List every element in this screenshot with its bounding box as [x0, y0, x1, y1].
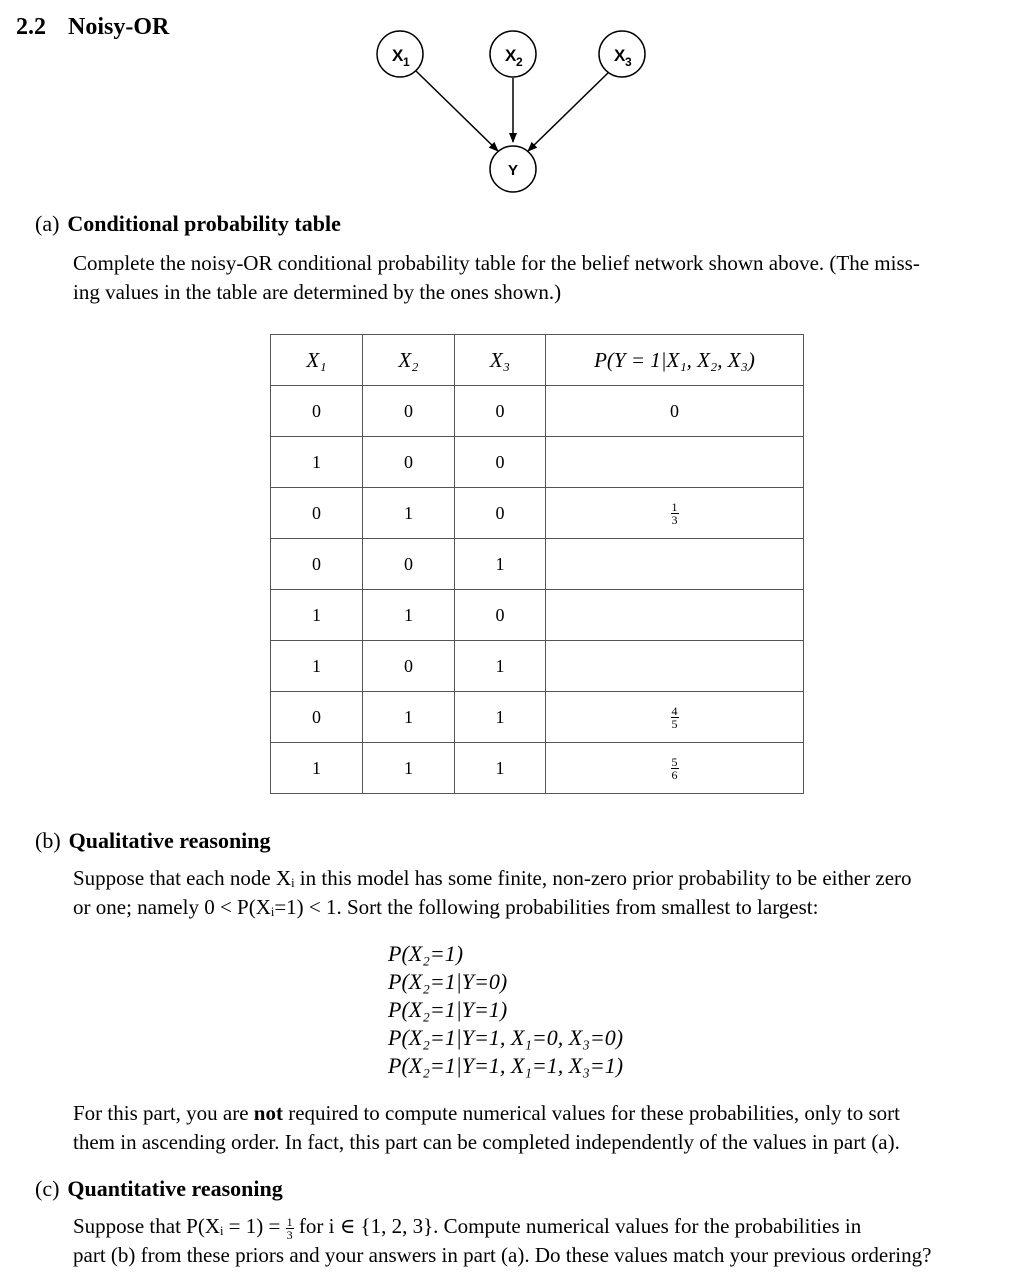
cell-x3: 1	[455, 743, 546, 794]
node-x2-label: X	[505, 46, 517, 65]
note-text-pre: For this part, you are	[73, 1101, 249, 1125]
part-a-heading	[35, 211, 341, 237]
node-x3	[599, 31, 645, 77]
cell-x2: 0	[363, 641, 455, 692]
part-b-heading	[35, 828, 271, 854]
list-item: P(X₂=1|Y=0)	[388, 969, 508, 994]
node-y-label: Y	[507, 162, 519, 179]
table-row	[271, 692, 804, 743]
node-x3-label: X	[614, 46, 626, 65]
cell-x2: 0	[363, 539, 455, 590]
fraction	[671, 705, 679, 730]
part-b-text-line-1: Suppose that each node Xᵢ in this model has some finite, non-zero prior probability to be either zero	[73, 866, 912, 890]
part-b-note-line-2: them in ascending order. In fact, this part can be completed independently of the values in part (a).	[73, 1130, 900, 1154]
probability-list	[388, 940, 623, 1080]
part-b-label: (b)	[35, 828, 61, 853]
cell-x3: 1	[455, 692, 546, 743]
fraction	[286, 1216, 294, 1241]
fraction-numerator: 5	[671, 754, 678, 769]
section-number: 2.2	[16, 14, 46, 40]
cell-x1: 1	[271, 590, 363, 641]
part-c-label: (c)	[35, 1176, 60, 1201]
cell-probability	[546, 692, 804, 743]
table-row	[271, 488, 804, 539]
part-b-instructions	[73, 864, 1011, 922]
cell-x1: 0	[271, 488, 363, 539]
table-row	[271, 437, 804, 488]
cell-x2: 0	[363, 386, 455, 437]
part-c-heading	[35, 1176, 283, 1202]
cell-x1: 1	[271, 641, 363, 692]
header-x2: X₂	[363, 335, 455, 386]
list-item: P(X₂=1|Y=1)	[388, 997, 508, 1022]
cell-x1: 1	[271, 437, 363, 488]
belief-network-diagram	[370, 24, 660, 194]
fraction-denominator: 3	[671, 512, 678, 527]
node-x2-subscript: 2	[516, 55, 523, 69]
part-c-text-line-2: part (b) from these priors and your answers in part (a). Do these values match your previous ordering?	[73, 1243, 932, 1267]
part-b-title: Qualitative reasoning	[68, 828, 271, 853]
fraction-denominator: 5	[671, 716, 678, 731]
list-item: P(X₂=1|Y=1, X₁=0, X₃=0)	[388, 1025, 624, 1050]
part-c-title: Quantitative reasoning	[67, 1176, 283, 1201]
part-c-text-pre: Suppose that P(Xᵢ = 1) =	[73, 1214, 281, 1238]
list-item: P(X₂=1)	[388, 941, 464, 966]
cell-x1: 0	[271, 692, 363, 743]
fraction-numerator: 4	[671, 703, 678, 718]
node-x3-subscript: 3	[625, 55, 632, 69]
cell-probability-blank	[546, 641, 804, 692]
edge-x3-y	[528, 71, 610, 151]
table-row	[271, 539, 804, 590]
cell-probability: 0	[546, 386, 804, 437]
table-row	[271, 743, 804, 794]
cell-x2: 1	[363, 692, 455, 743]
table-row	[271, 386, 804, 437]
cell-x2: 1	[363, 743, 455, 794]
fraction-denominator: 6	[671, 767, 678, 782]
node-x1	[377, 31, 423, 77]
node-x2	[490, 31, 536, 77]
cell-probability	[546, 743, 804, 794]
cell-probability	[546, 488, 804, 539]
part-c-text-post: for i ∈ {1, 2, 3}. Compute numerical values for the probabilities in	[298, 1214, 862, 1238]
list-item: P(X₂=1|Y=1, X₁=1, X₃=1)	[388, 1053, 624, 1078]
part-b-note-line-1	[73, 1099, 1011, 1128]
conditional-probability-table	[270, 334, 804, 794]
table-body	[271, 386, 804, 794]
part-a-text-line-2: ing values in the table are determined by the ones shown.)	[73, 280, 562, 304]
fraction-numerator: 1	[286, 1214, 293, 1229]
fraction	[671, 501, 679, 526]
note-text-post: required to compute numerical values for these probabilities, only to sort	[288, 1101, 900, 1125]
part-a-label: (a)	[35, 211, 60, 236]
cell-probability-blank	[546, 539, 804, 590]
note-emphasis: not	[253, 1101, 283, 1125]
table-header-row	[271, 335, 804, 386]
section-title: Noisy-OR	[68, 14, 170, 40]
node-x1-label: X	[392, 46, 404, 65]
cell-probability-blank	[546, 437, 804, 488]
part-b-note	[73, 1099, 1011, 1157]
part-a-title: Conditional probability table	[67, 211, 341, 236]
cell-x3: 0	[455, 386, 546, 437]
cell-x2: 1	[363, 590, 455, 641]
cell-x3: 0	[455, 437, 546, 488]
part-b-text-line-2: or one; namely 0 < P(Xᵢ=1) < 1. Sort the following probabilities from smallest to largest:	[73, 895, 819, 919]
part-c-instructions	[73, 1212, 1011, 1270]
fraction-numerator: 1	[671, 499, 678, 514]
header-x1: X₁	[271, 335, 363, 386]
part-a-text-line-1: Complete the noisy-OR conditional probability table for the belief network shown above. (The miss-	[73, 251, 920, 275]
fraction-denominator: 3	[286, 1227, 293, 1242]
cell-x1: 0	[271, 539, 363, 590]
part-c-text-line-1	[73, 1212, 1011, 1241]
cell-x3: 0	[455, 590, 546, 641]
cell-x3: 1	[455, 539, 546, 590]
part-a-instructions	[73, 249, 1011, 307]
cell-probability-blank	[546, 590, 804, 641]
header-probability: P(Y = 1|X₁, X₂, X₃)	[546, 335, 804, 386]
header-x3: X₃	[455, 335, 546, 386]
table-row	[271, 590, 804, 641]
node-x1-subscript: 1	[403, 55, 410, 69]
table-row	[271, 641, 804, 692]
cell-x3: 0	[455, 488, 546, 539]
section-heading	[16, 14, 169, 41]
cell-x3: 1	[455, 641, 546, 692]
fraction	[671, 756, 679, 781]
cell-x1: 1	[271, 743, 363, 794]
cell-x2: 0	[363, 437, 455, 488]
cell-x1: 0	[271, 386, 363, 437]
edge-x1-y	[416, 71, 498, 151]
cell-x2: 1	[363, 488, 455, 539]
node-y	[490, 146, 536, 192]
